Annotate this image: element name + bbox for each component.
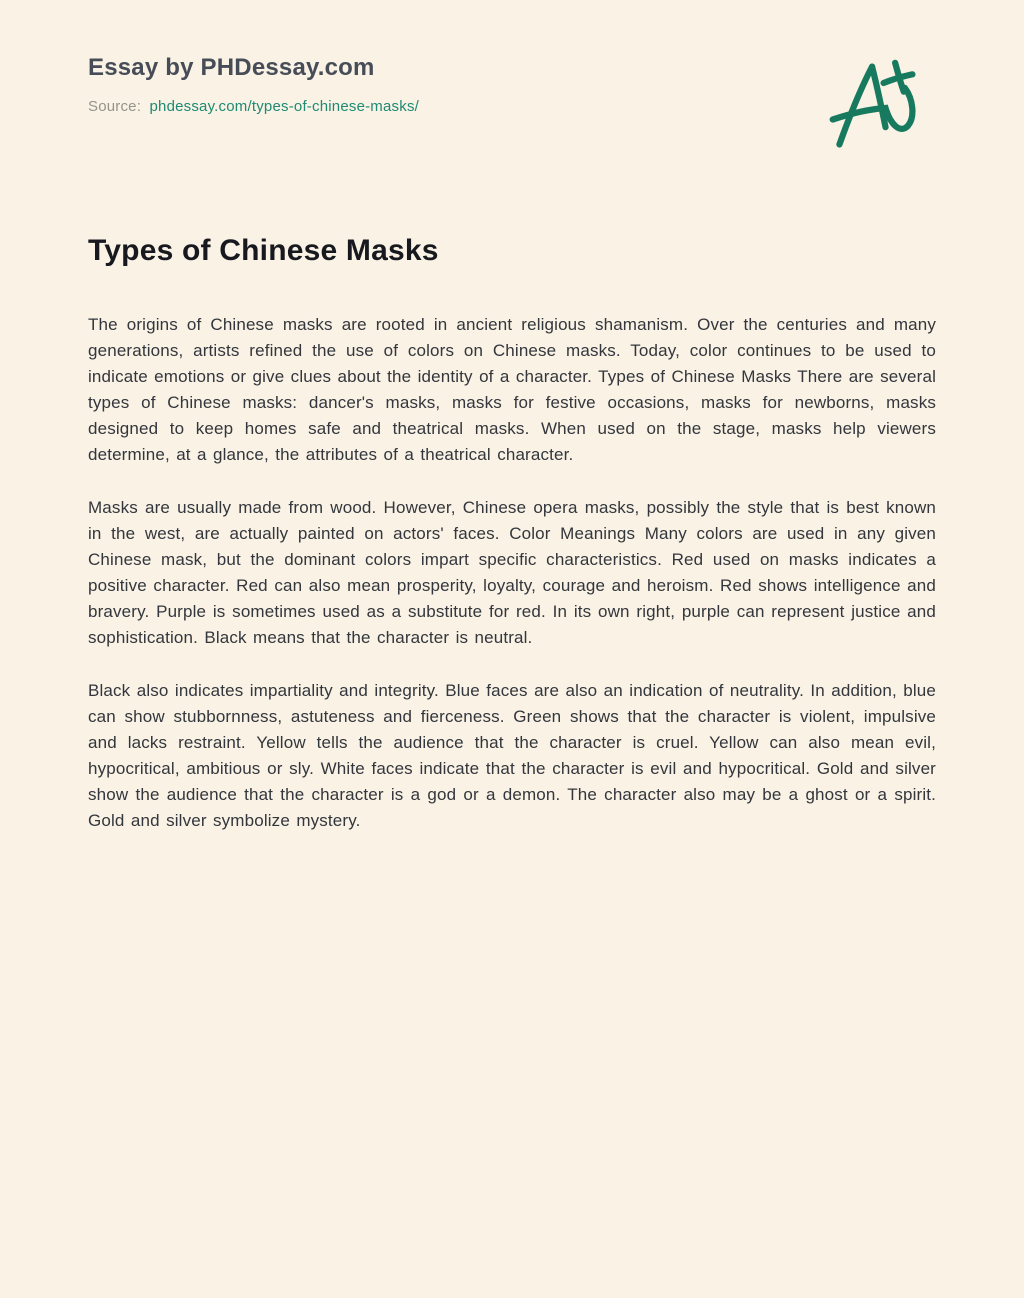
- essay-body: [88, 312, 936, 834]
- essay-paragraph-2: Masks are usually made from wood. However, Chinese opera masks, possibly the style that is best known in the west, are actually painted on actors' faces. Color Meanings Many colors are used in any given Chinese mask, but the dominant colors impart specific characteristics. Red used on masks indicates a positive character. Red can also mean prosperity, loyalty, courage and heroism. Red shows intelligence and bravery. Purple is sometimes used as a substitute for red. In its own right, purple can represent justice and sophistication. Black means that the character is neutral.: [88, 498, 936, 647]
- source-link[interactable]: phdessay.com/types-of-chinese-masks/: [149, 98, 420, 115]
- essay-title: Types of Chinese Masks: [88, 234, 439, 267]
- site-title: Essay by PHDessay.com: [88, 54, 375, 81]
- essay-main: [88, 234, 936, 834]
- source-label: Source:: [88, 98, 142, 115]
- phdessay-logo: [826, 54, 922, 160]
- essay-paragraph-1: The origins of Chinese masks are rooted in ancient religious shamanism. Over the centuries and many generations, artists refined the use of colors on Chinese masks. Today, color continues to be used to indicate emotions or give clues about the identity of a character. Types of Chinese Masks There are several types of Chinese masks: dancer's masks, masks for festive occasions, masks for newborns, masks designed to keep homes safe and theatrical masks. When used on the stage, masks help viewers determine, at a glance, the attributes of a theatrical character.: [88, 315, 936, 464]
- header-text-block: [88, 46, 419, 115]
- a-plus-logo-icon: [826, 54, 922, 160]
- essay-paragraph-3: Black also indicates impartiality and integrity. Blue faces are also an indication of neutrality. In addition, blue can show stubbornness, astuteness and fierceness. Green shows that the character is violent, impulsive and lacks restraint. Yellow tells the audience that the character is cruel. Yellow can also mean evil, hypocritical, ambitious or sly. White faces indicate that the character is evil and hypocritical. Gold and silver show the audience that the character is a god or a demon. The character also may be a ghost or a spirit. Gold and silver symbolize mystery.: [88, 681, 936, 830]
- source-line: [88, 98, 419, 115]
- page-header: [88, 46, 936, 160]
